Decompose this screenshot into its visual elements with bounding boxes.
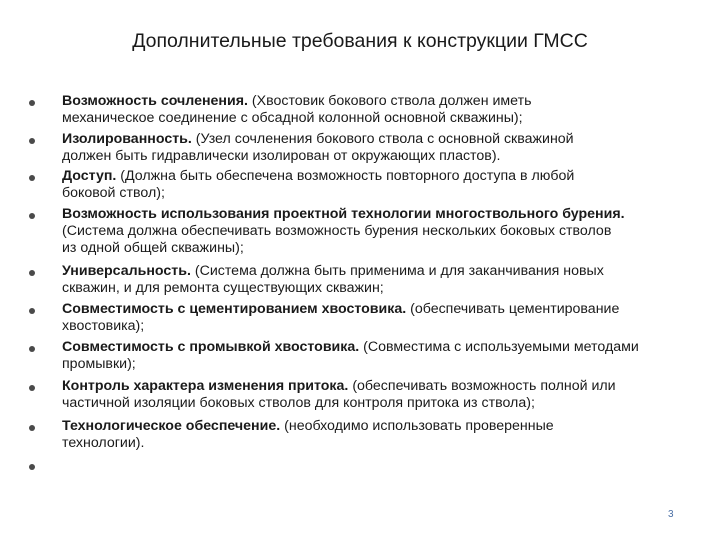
list-item-line bbox=[62, 206, 717, 223]
list-item bbox=[62, 206, 717, 257]
bullet-dot bbox=[29, 270, 35, 276]
list-item-line bbox=[62, 378, 717, 395]
list-item-text: частичной изоляции боковых стволов для контроля притока из ствола); bbox=[62, 395, 535, 411]
list-item-text: боковой ствол); bbox=[62, 185, 165, 201]
list-item-term: Технологическое обеспечение. bbox=[62, 418, 281, 434]
list-item-text: технологии). bbox=[62, 435, 145, 451]
list-item-term: Совместимость с цементированием хвостовика. bbox=[62, 301, 407, 317]
list-item-text: скважин, и для ремонта существующих скважин; bbox=[62, 280, 384, 296]
list-item-text: промывки); bbox=[62, 356, 136, 372]
list-item-line bbox=[62, 339, 717, 356]
bullet-dot bbox=[29, 213, 35, 219]
list-item-text: (обеспечивать цементирование bbox=[406, 301, 620, 317]
list-item bbox=[62, 131, 717, 165]
list-item-text: (Должна быть обеспечена возможность повторного доступа в любой bbox=[116, 168, 575, 184]
list-item bbox=[62, 339, 717, 373]
list-item-text: (Совместима с используемыми методами bbox=[359, 339, 639, 355]
bullet-dot bbox=[29, 425, 35, 431]
list-item-text: (Система должна обеспечивать возможность бурения нескольких боковых стволов bbox=[62, 223, 612, 239]
bullet-dot bbox=[29, 100, 35, 106]
list-item bbox=[62, 301, 717, 335]
list-item bbox=[62, 93, 717, 127]
list-item bbox=[62, 168, 717, 202]
list-item bbox=[62, 263, 717, 297]
bullet-dot bbox=[29, 346, 35, 352]
list-item-term: Совместимость с промывкой хвостовика. bbox=[62, 339, 360, 355]
list-item-text: должен быть гидравлически изолирован от окружающих пластов). bbox=[62, 148, 501, 164]
list-item-text: (Система должна быть применима и для заканчивания новых bbox=[190, 263, 604, 279]
bullet-dot bbox=[29, 175, 35, 181]
list-item-text: (Хвостовик бокового ствола должен иметь bbox=[247, 93, 532, 109]
list-item-text: из одной общей скважины); bbox=[62, 240, 244, 256]
list-item-text: хвостовика); bbox=[62, 318, 145, 334]
list-item-term: Возможность сочленения. bbox=[62, 93, 248, 109]
list-item-text: (необходимо использовать проверенные bbox=[280, 418, 554, 434]
list-item-line bbox=[62, 131, 717, 148]
bullet-dot bbox=[29, 138, 35, 144]
page-number: 3 bbox=[668, 509, 674, 520]
list-item-text: механическое соединение с обсадной колонной основной скважины); bbox=[62, 110, 523, 126]
list-item-text: (обеспечивать возможность полной или bbox=[348, 378, 616, 394]
list-item bbox=[62, 378, 717, 412]
bullet-dot bbox=[29, 308, 35, 314]
list-item-text: (Узел сочленения бокового ствола с основной скважиной bbox=[191, 131, 574, 147]
bullet-dot bbox=[29, 385, 35, 391]
list-item-term: Возможность использования проектной технологии многоствольного бурения. bbox=[62, 206, 625, 222]
list-item-term: Универсальность. bbox=[62, 263, 191, 279]
list-item-term: Доступ. bbox=[62, 168, 117, 184]
list-item bbox=[62, 418, 717, 452]
list-item-line bbox=[62, 263, 717, 280]
list-item-line bbox=[62, 418, 717, 435]
slide-title: Дополнительные требования к конструкции ГМСС bbox=[132, 30, 588, 52]
list-item-term: Изолированность. bbox=[62, 131, 192, 147]
list-item-term: Контроль характера изменения притока. bbox=[62, 378, 349, 394]
list-item-line bbox=[62, 301, 717, 318]
list-item-line bbox=[62, 93, 717, 110]
bullet-dot bbox=[29, 464, 35, 470]
list-item-line bbox=[62, 168, 717, 185]
